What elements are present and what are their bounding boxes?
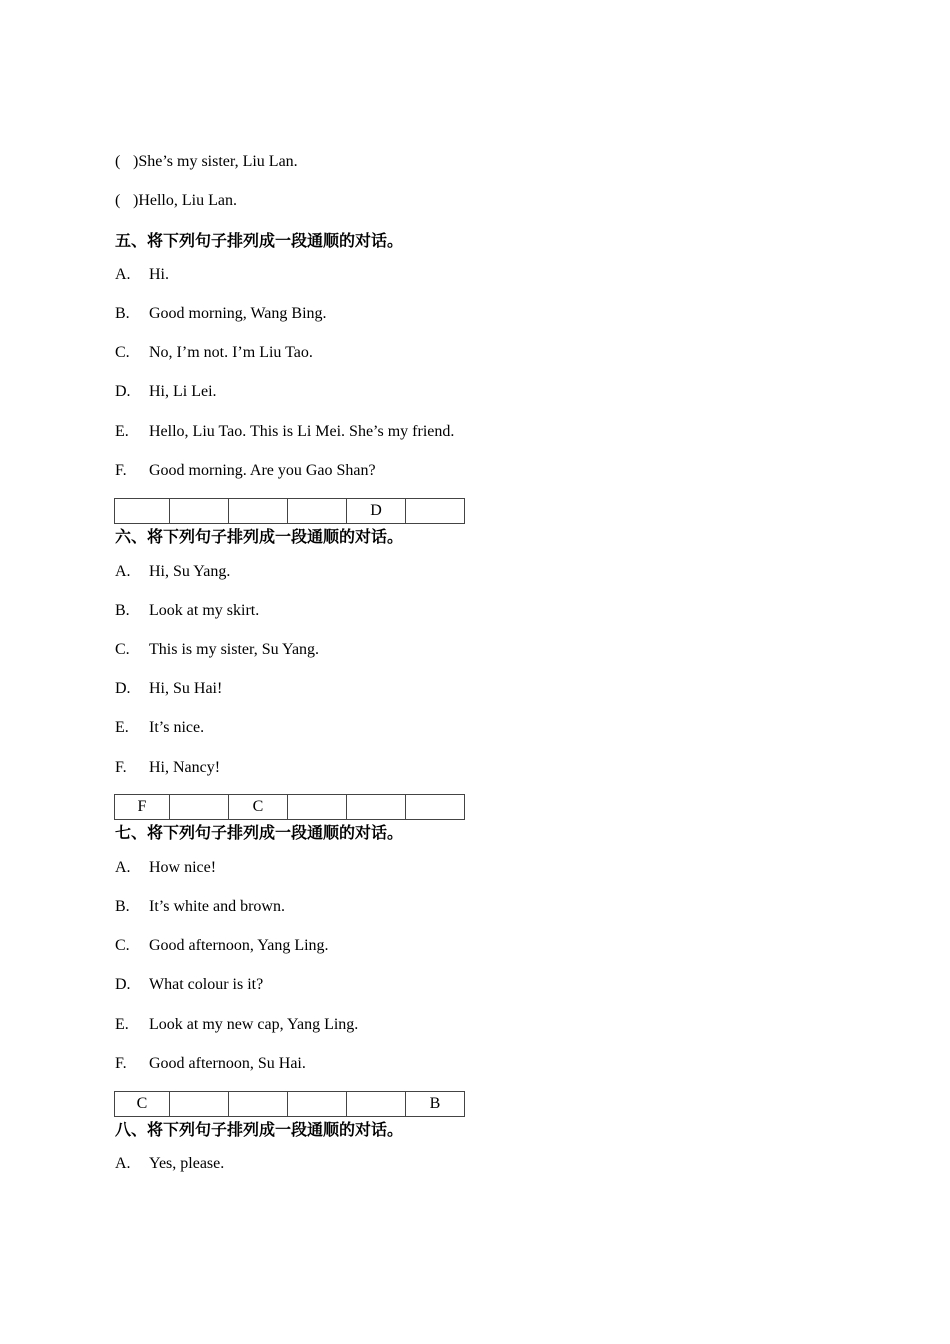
option-text: Hi, Su Hai! [149,680,223,697]
option-letter: F. [115,759,127,776]
option-text: Good morning, Wang Bing. [149,305,327,322]
section-7-heading: 七、将下列句子排列成一段通顺的对话。 [115,823,404,842]
option-text: Hi. [149,266,169,283]
answer-cell[interactable]: B [406,1092,465,1117]
option-text: This is my sister, Su Yang. [149,641,320,658]
answer-cell[interactable] [347,1092,406,1117]
option-d [115,975,263,995]
option-text: Good afternoon, Su Hai. [149,1055,306,1072]
answer-grid-7 [114,1091,465,1117]
option-text: No, I’m not. I’m Liu Tao. [149,344,313,361]
option-a [115,265,169,285]
answer-grid-5 [114,498,465,524]
answer-cell[interactable]: F [115,795,170,820]
option-letter: C. [115,641,130,658]
option-e [115,1015,358,1035]
option-e [115,422,454,442]
answer-cell[interactable] [288,795,347,820]
section-6-heading: 六、将下列句子排列成一段通顺的对话。 [115,527,404,546]
option-f [115,461,376,481]
item-text: )She’s my sister, Liu Lan. [133,153,298,170]
option-letter: B. [115,898,130,915]
option-letter: A. [115,859,131,876]
option-text: Good morning. Are you Gao Shan? [149,462,376,479]
option-letter: E. [115,423,129,440]
option-d [115,679,222,699]
option-letter: B. [115,305,130,322]
answer-cell[interactable] [170,499,229,524]
option-text: Hi, Nancy! [149,759,221,776]
answer-cell[interactable] [229,1092,288,1117]
option-d [115,382,217,402]
option-letter: D. [115,383,131,400]
option-a [115,858,216,878]
option-f [115,758,220,778]
answer-paren: ( [115,192,121,209]
item-text: )Hello, Liu Lan. [133,192,237,209]
answer-cell[interactable]: C [229,795,288,820]
option-letter: A. [115,1155,131,1172]
option-letter: F. [115,462,127,479]
option-text: Look at my new cap, Yang Ling. [149,1016,359,1033]
option-letter: C. [115,937,130,954]
option-text: Hello, Liu Tao. This is Li Mei. She’s my friend. [149,423,455,440]
continuation-item [115,191,237,211]
answer-grid-6 [114,794,465,820]
option-letter: C. [115,344,130,361]
option-letter: A. [115,266,131,283]
option-letter: D. [115,680,131,697]
option-text: Hi, Li Lei. [149,383,217,400]
answer-cell[interactable] [288,499,347,524]
answer-cell[interactable] [170,795,229,820]
answer-cell[interactable] [406,795,465,820]
answer-cell[interactable] [229,499,288,524]
option-letter: D. [115,976,131,993]
option-a [115,1154,224,1174]
option-text: Good afternoon, Yang Ling. [149,937,329,954]
answer-paren: ( [115,153,121,170]
option-text: Yes, please. [149,1155,225,1172]
option-letter: E. [115,1016,129,1033]
answer-cell[interactable] [406,499,465,524]
option-b [115,304,327,324]
answer-cell[interactable]: C [115,1092,170,1117]
section-5-heading: 五、将下列句子排列成一段通顺的对话。 [115,231,404,250]
answer-cell[interactable] [115,499,170,524]
option-f [115,1054,306,1074]
option-c [115,640,319,660]
answer-cell[interactable] [347,795,406,820]
option-text: It’s nice. [149,719,205,736]
option-b [115,897,285,917]
section-8-heading: 八、将下列句子排列成一段通顺的对话。 [115,1120,404,1139]
option-c [115,936,329,956]
option-text: It’s white and brown. [149,898,285,915]
answer-cell[interactable] [170,1092,229,1117]
continuation-item [115,152,298,172]
option-text: How nice! [149,859,217,876]
option-text: What colour is it? [149,976,264,993]
option-letter: A. [115,563,131,580]
option-text: Look at my skirt. [149,602,260,619]
option-c [115,343,313,363]
option-letter: B. [115,602,130,619]
option-a [115,562,230,582]
answer-cell[interactable]: D [347,499,406,524]
option-e [115,718,204,738]
option-b [115,601,259,621]
option-letter: F. [115,1055,127,1072]
answer-cell[interactable] [288,1092,347,1117]
option-letter: E. [115,719,129,736]
option-text: Hi, Su Yang. [149,563,231,580]
